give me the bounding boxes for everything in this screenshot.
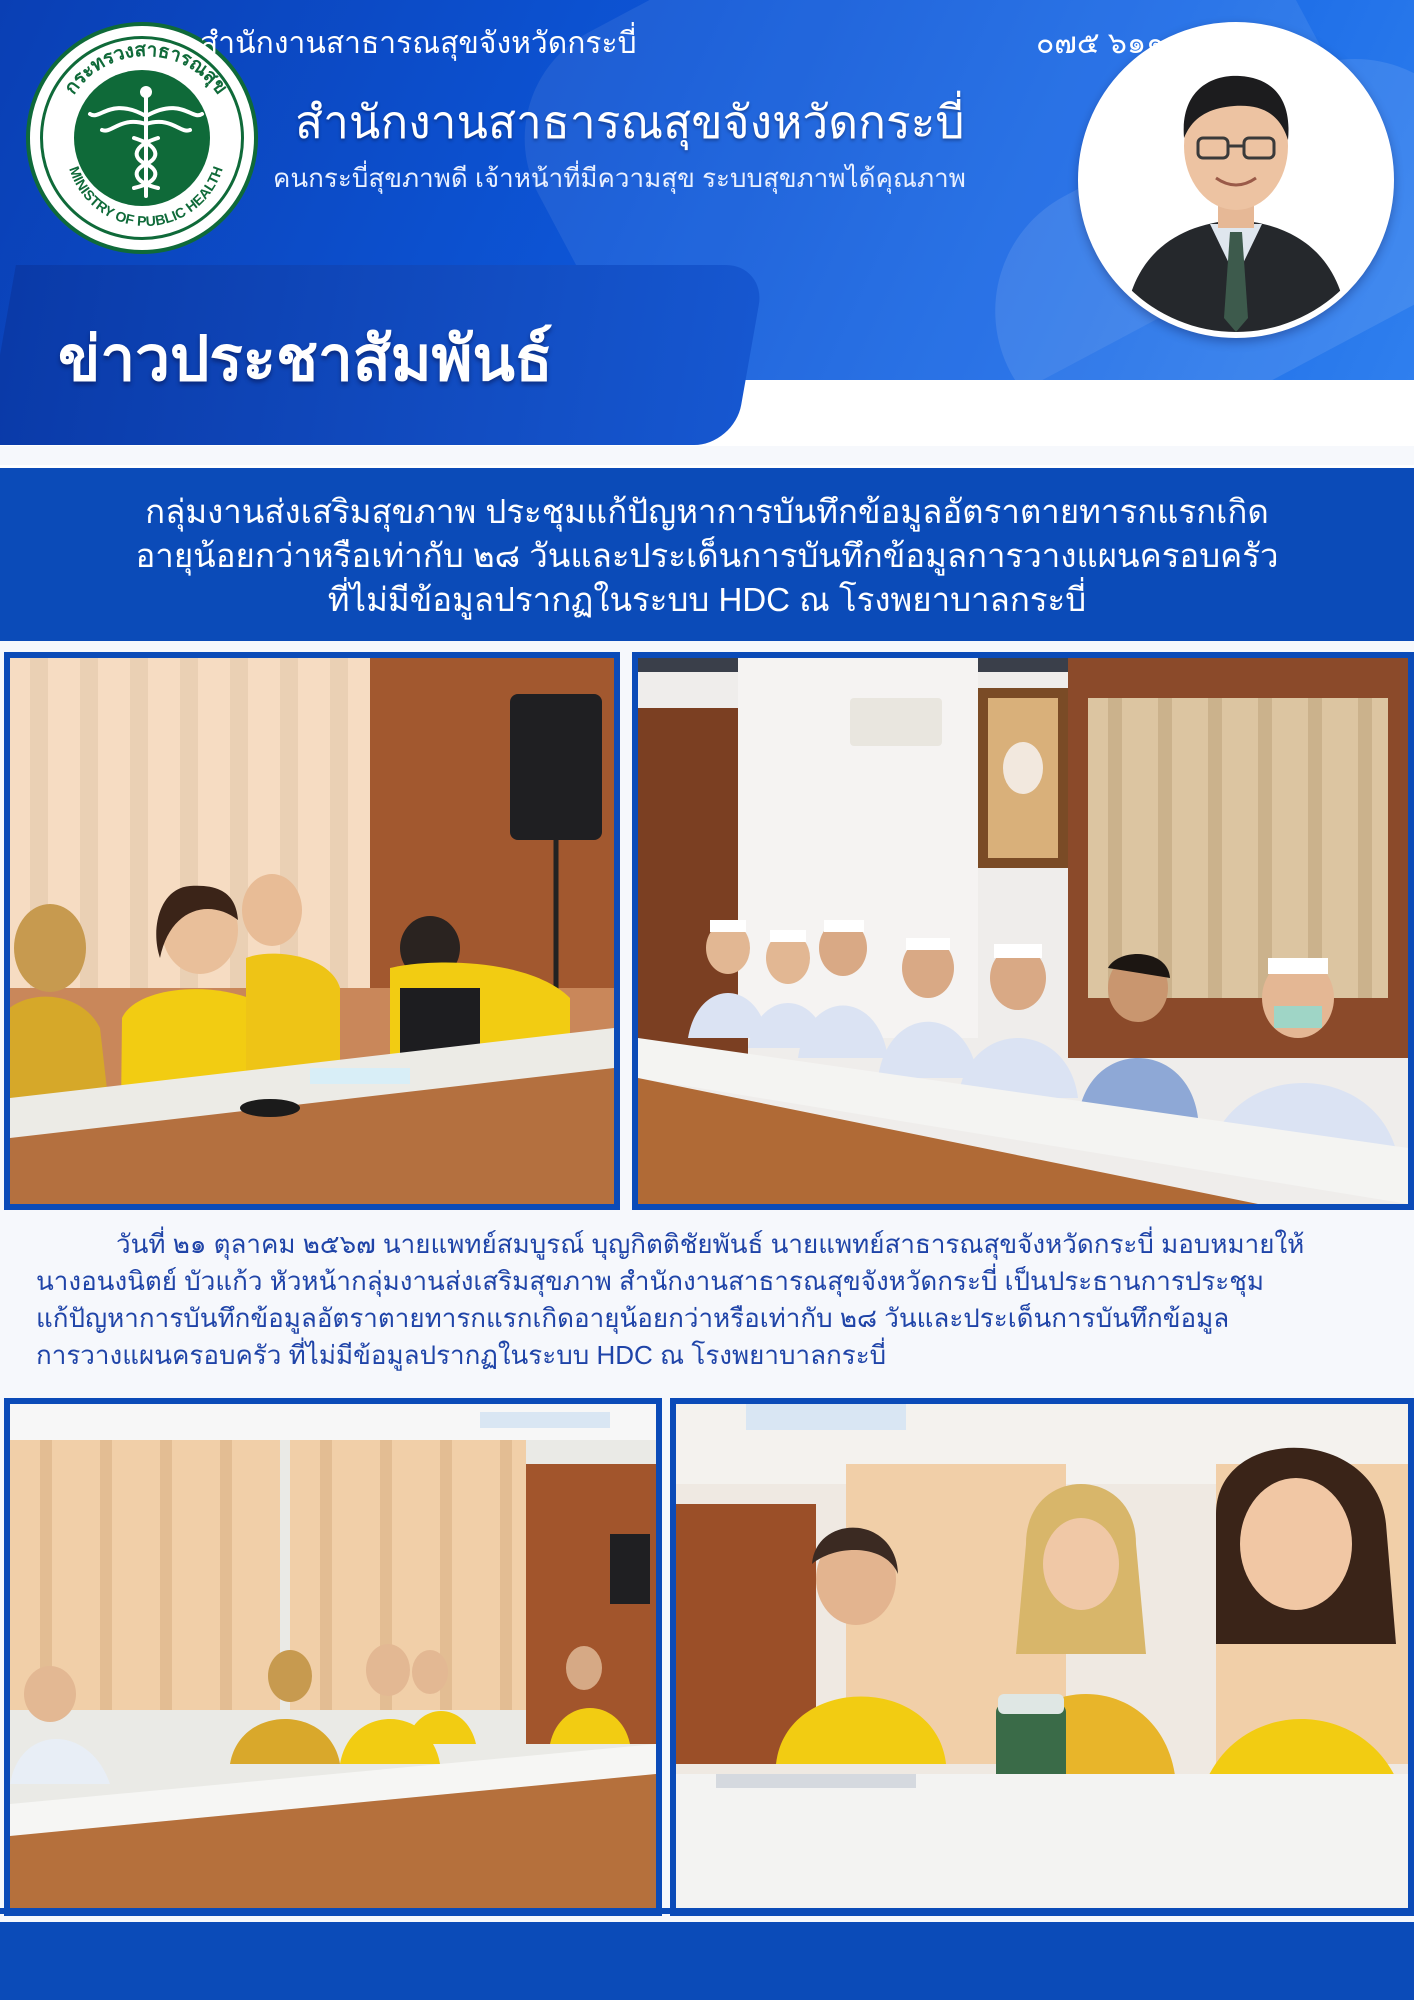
org-slogan: คนกระบี่สุขภาพดี เจ้าหน้าที่มีความสุข ระบบสุขภาพได้คุณภาพ — [273, 163, 966, 193]
meeting-photo-selfie — [670, 1398, 1414, 1916]
meeting-photo-chair — [4, 652, 620, 1210]
page-footer — [0, 1922, 1414, 2000]
footer-phone-number: ๐๗๕ ๖๑๑ ๐๑๒ — [1036, 27, 1231, 60]
headline-line: ที่ไม่มีข้อมูลปรากฏในระบบ HDC ณ โรงพยาบาลกระบี่ — [327, 581, 1087, 618]
footer-divider — [0, 1908, 1414, 1914]
article-body — [36, 1226, 1386, 1374]
svg-text:MINISTRY OF PUBLIC HEALTH: MINISTRY OF PUBLIC HEALTH — [66, 164, 226, 230]
meeting-photo-nurses — [632, 652, 1414, 1210]
article-line: การวางแผนครอบครัว ที่ไม่มีข้อมูลปรากฏในระบบ HDC ณ โรงพยาบาลกระบี่ — [36, 1340, 887, 1370]
svg-text:กระทรวงสาธารณสุข: กระทรวงสาธารณสุข — [60, 39, 232, 99]
article-line: วันที่ ๒๑ ตุลาคม ๒๕๖๗ นายแพทย์สมบูรณ์ บุญกิตติชัยพันธ์ นายแพทย์สาธารณสุขจังหวัดกระบี่ มอบหมายให้ — [116, 1229, 1305, 1259]
org-title: สำนักงานสาธารณสุขจังหวัดกระบี่ — [295, 96, 965, 148]
news-banner-title: ข่าวประชาสัมพันธ์ — [58, 325, 553, 394]
meeting-photo-room — [4, 1398, 662, 1916]
director-portrait — [1078, 22, 1394, 338]
news-headline — [0, 465, 1414, 641]
headline-line: กลุ่มงานส่งเสริมสุขภาพ ประชุมแก้ปัญหาการบันทึกข้อมูลอัตราตายทารกแรกเกิด — [145, 493, 1269, 530]
article-line: นางอนงนิตย์ บัวแก้ว หัวหน้ากลุ่มงานส่งเสริมสุขภาพ สำนักงานสาธารณสุขจังหวัดกระบี่ เป็นประธานการประชุม — [36, 1266, 1265, 1296]
footer-org-name: สำนักงานสาธารณสุขจังหวัดกระบี่ — [200, 27, 637, 60]
article-line: แก้ปัญหาการบันทึกข้อมูลอัตราตายทารกแรกเกิดอายุน้อยกว่าหรือเท่ากับ ๒๘ วันและประเด็นการบันทึกข้อมูล — [36, 1303, 1230, 1333]
headline-line: อายุน้อยกว่าหรือเท่ากับ ๒๘ วันและประเด็นการบันทึกข้อมูลการวางแผนครอบครัว — [135, 537, 1279, 574]
